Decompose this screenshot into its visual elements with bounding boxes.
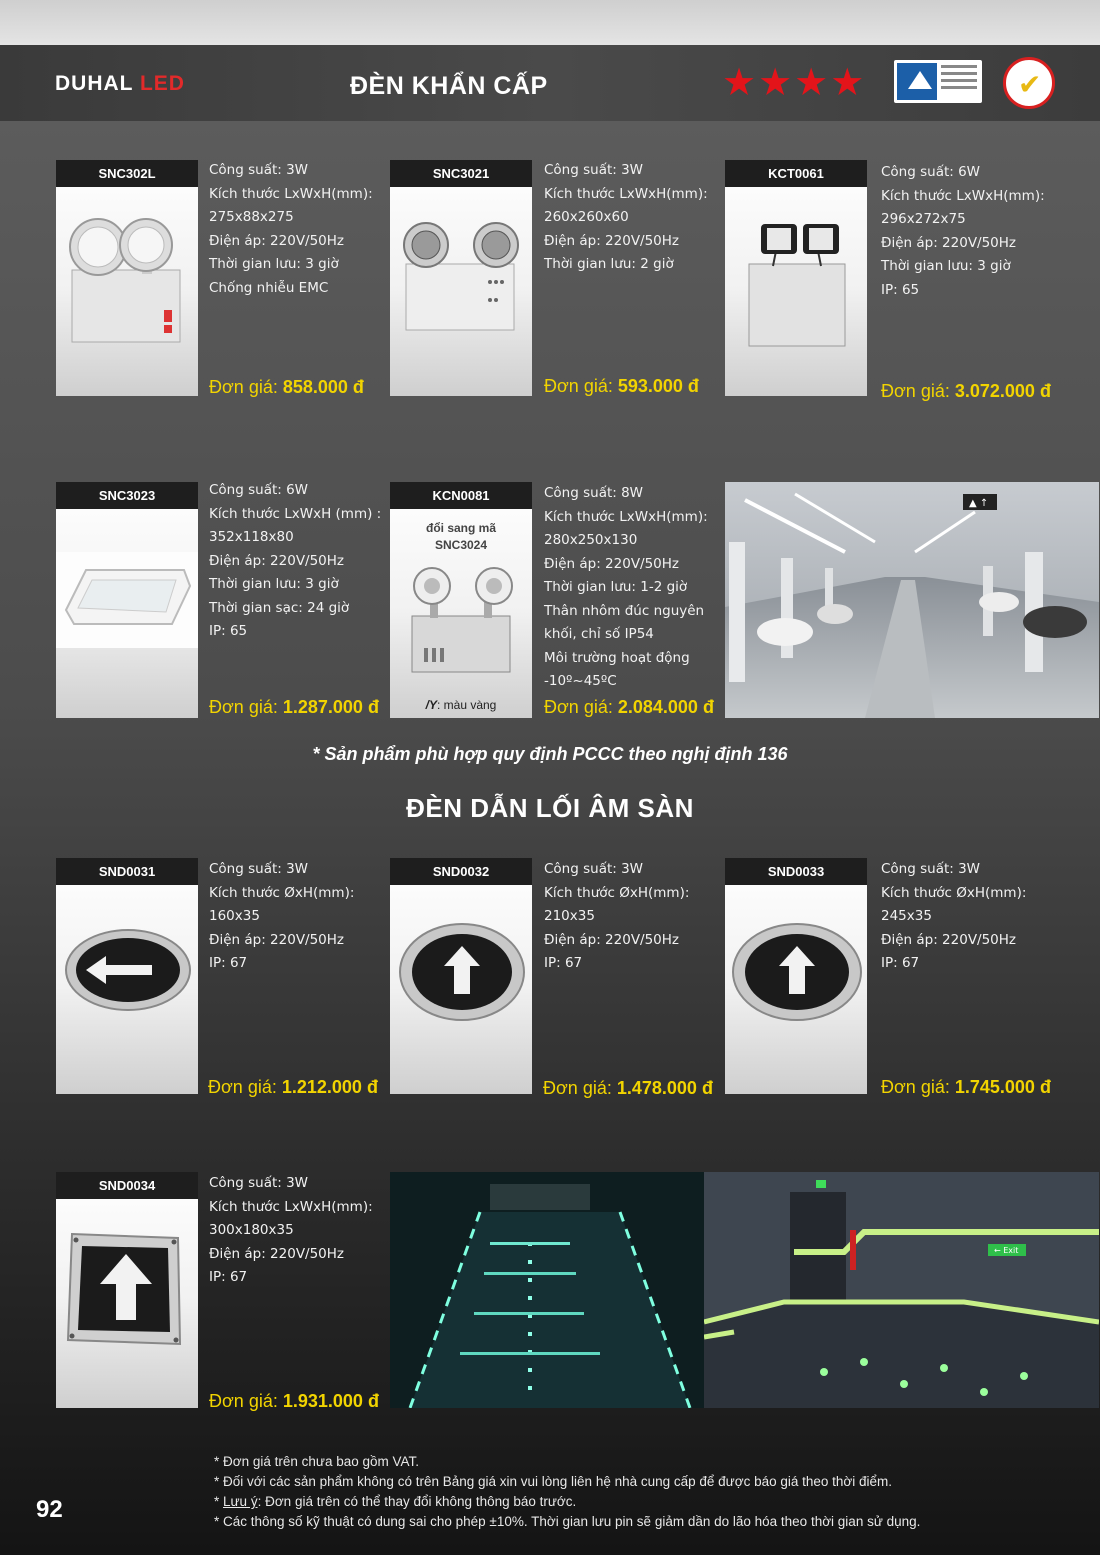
footnote-line: * Đối với các sản phẩm không có trên Bảng giá xin vui lòng liên hệ nhà cung cấp để được báo giá theo thời điểm.: [214, 1474, 893, 1489]
spec-line: Điện áp: 220V/50Hz: [209, 931, 345, 948]
price-label: Đơn giá:: [544, 376, 613, 396]
spec-line: Thời gian lưu: 3 giờ: [881, 258, 1011, 274]
spec-line: IP: 65: [881, 281, 920, 298]
spec-line: Điện áp: 220V/50Hz: [881, 931, 1017, 948]
product-price: [881, 1077, 1051, 1098]
product-price: [543, 1078, 713, 1099]
footnote-text: : Đơn giá trên có thể thay đổi không thông báo trước.: [257, 1494, 577, 1509]
staircase-floor-lights-photo: [390, 1172, 704, 1408]
product-image-kcn0081: [390, 482, 532, 718]
price-label: Đơn giá:: [543, 1078, 612, 1098]
price-value: 1.212.000 đ: [281, 1077, 378, 1097]
product-price: [209, 377, 364, 398]
spec-line: Thời gian lưu: 2 giờ: [544, 256, 674, 272]
product-code: SNC3023: [56, 482, 198, 509]
spec-line: Công suất: 6W: [881, 164, 981, 180]
product-code: SND0034: [56, 1172, 198, 1199]
price-value: 1.931.000 đ: [282, 1391, 379, 1411]
spec-line: Chống nhiễu EMC: [209, 279, 329, 296]
product-code: KCT0061: [725, 160, 867, 187]
product-image-snc3021: [390, 160, 532, 396]
brand-name: DUHAL: [55, 72, 134, 95]
product-specs: [881, 161, 1045, 302]
product-code: SND0033: [725, 858, 867, 885]
emergency-light-twin-head-icon: [390, 482, 532, 718]
product-code: KCN0081: [390, 482, 532, 509]
spec-line: IP: 67: [544, 955, 583, 971]
spec-line: Kích thước LxWxH(mm):: [544, 185, 708, 202]
rating-stars: [722, 60, 865, 104]
price-value: 593.000 đ: [617, 376, 699, 396]
brand-led: LED: [139, 72, 185, 95]
star-icon: ★: [830, 60, 865, 104]
product-price: [881, 381, 1051, 402]
spec-line: 300x180x35: [209, 1222, 294, 1238]
product-specs: [209, 159, 373, 300]
parking-garage-illustration: [725, 482, 1099, 718]
spec-line: Công suất: 3W: [209, 162, 309, 178]
up-arrow-floor-light-icon: [725, 858, 867, 1094]
spec-line: -10º~45ºC: [544, 673, 617, 689]
price-label: Đơn giá:: [881, 381, 950, 401]
spec-line: IP: 67: [209, 955, 248, 971]
spec-line: Điện áp: 220V/50Hz: [881, 234, 1017, 251]
page-title: ĐÈN KHẨN CẤP: [350, 72, 548, 100]
emergency-light-twin-head-icon: [390, 160, 532, 396]
price-value: 1.287.000 đ: [282, 697, 379, 717]
footnote-line: [214, 1492, 920, 1512]
spec-line: 160x35: [209, 908, 260, 924]
product-specs: [544, 482, 708, 694]
spec-line: 275x88x275: [209, 209, 294, 225]
price-label: Đơn giá:: [208, 1077, 277, 1097]
svg-text:← Exit: ← Exit: [994, 1246, 1019, 1255]
page-number: 92: [36, 1496, 63, 1523]
spec-line: Điện áp: 220V/50Hz: [209, 552, 345, 569]
variant-note: [390, 698, 532, 712]
spec-line: 210x35: [544, 908, 595, 924]
price-label: Đơn giá:: [209, 1391, 278, 1411]
up-arrow-rectangular-floor-light-icon: [56, 1172, 198, 1408]
price-value: 1.478.000 đ: [616, 1078, 713, 1098]
price-value: 1.745.000 đ: [954, 1077, 1051, 1097]
product-specs: [544, 858, 689, 976]
spec-line: Công suất: 3W: [209, 861, 309, 877]
price-label: Đơn giá:: [544, 697, 613, 717]
spec-line: 245x35: [881, 908, 932, 924]
quality-seal-icon: ✔: [1003, 57, 1055, 109]
emergency-light-twin-head-icon: [56, 160, 198, 396]
svg-text:▲ ↑: ▲ ↑: [969, 498, 989, 509]
parking-garage-photo: [725, 482, 1099, 718]
product-code: SND0031: [56, 858, 198, 885]
product-code: SNC3021: [390, 160, 532, 187]
spec-line: Điện áp: 220V/50Hz: [544, 555, 680, 572]
corridor-glow-strip-photo: [704, 1172, 1099, 1408]
product-image-snd0032: [390, 858, 532, 1094]
spec-line: Thân nhôm đúc nguyên: [544, 602, 705, 619]
spec-line: Kích thước LxWxH(mm):: [209, 185, 373, 202]
corridor-illustration: [704, 1172, 1099, 1408]
spec-line: Thời gian sạc: 24 giờ: [209, 599, 350, 616]
note-line: SNC3024: [434, 538, 488, 552]
variant-text: : màu vàng: [436, 698, 497, 712]
spec-line: Kích thước LxWxH(mm):: [544, 508, 708, 525]
footnote-line: * Các thông số kỹ thuật có dung sai cho phép ±10%. Thời gian lưu pin sẽ giảm dần do lão hóa theo thời gian sử dụng.: [214, 1514, 921, 1529]
note-line: đổi sang mã: [425, 521, 496, 535]
price-value: 858.000 đ: [282, 377, 364, 397]
spec-line: Công suất: 3W: [544, 861, 644, 877]
up-arrow-floor-light-icon: [390, 858, 532, 1094]
spec-line: Điện áp: 220V/50Hz: [209, 1245, 345, 1262]
staircase-illustration: [390, 1172, 704, 1408]
product-price: [209, 697, 379, 718]
product-image-snc302l: [56, 160, 198, 396]
spec-line: IP: 67: [881, 955, 920, 971]
spec-line: Điện áp: 220V/50Hz: [544, 232, 680, 249]
spec-line: 280x250x130: [544, 532, 638, 548]
spec-line: Điện áp: 220V/50Hz: [544, 931, 680, 948]
product-price: [209, 1391, 379, 1412]
star-icon: ★: [758, 60, 793, 104]
spec-line: Thời gian lưu: 1-2 giờ: [544, 579, 688, 595]
product-specs: [544, 159, 708, 277]
spec-line: Kích thước ØxH(mm):: [881, 884, 1027, 901]
footnote-line: * Đơn giá trên chưa bao gồm VAT.: [214, 1454, 419, 1469]
product-image-kct0061: [725, 160, 867, 396]
price-label: Đơn giá:: [881, 1077, 950, 1097]
spec-line: Môi trường hoạt động: [544, 649, 690, 666]
spec-line: Kích thước LxWxH(mm):: [209, 1198, 373, 1215]
spec-line: Công suất: 8W: [544, 485, 644, 501]
star-icon: ★: [722, 60, 757, 104]
spec-line: Thời gian lưu: 3 giờ: [209, 256, 339, 272]
product-image-snc3023: [56, 482, 198, 718]
spec-line: Kích thước ØxH(mm):: [209, 884, 355, 901]
footnotes: [214, 1452, 920, 1532]
pccc-compliance-note: * Sản phẩm phù hợp quy định PCCC theo nghị định 136: [312, 744, 788, 764]
spec-line: Công suất: 3W: [209, 1175, 309, 1191]
spec-line: Công suất: 6W: [209, 482, 309, 498]
bulkhead-light-icon: [56, 482, 198, 718]
tuv-certification-badge: [894, 60, 982, 103]
emergency-light-twin-head-icon: [725, 160, 867, 396]
footnote-prefix: *: [214, 1494, 224, 1509]
spec-line: IP: 67: [209, 1269, 248, 1285]
spec-line: 352x118x80: [209, 529, 294, 545]
product-specs: [881, 858, 1026, 976]
brand-logo: [55, 72, 185, 96]
product-specs: [209, 479, 381, 644]
spec-line: Điện áp: 220V/50Hz: [209, 232, 345, 249]
product-specs: [209, 1172, 373, 1290]
product-price: [208, 1077, 378, 1098]
star-icon: ★: [794, 60, 829, 104]
left-arrow-floor-light-icon: [56, 858, 198, 1094]
product-price: [544, 376, 699, 397]
section-title-floor-guide: ĐÈN DẪN LỐI ÂM SÀN: [406, 793, 694, 823]
spec-line: Công suất: 3W: [544, 162, 644, 178]
product-specs: [209, 858, 354, 976]
variant-code: /Y: [425, 698, 437, 712]
spec-line: Kích thước ØxH(mm):: [544, 884, 690, 901]
spec-line: Kích thước LxWxH (mm) :: [209, 505, 382, 522]
price-value: 3.072.000 đ: [954, 381, 1051, 401]
spec-line: Công suất: 3W: [881, 861, 981, 877]
top-strip: [0, 0, 1100, 45]
footnote-label: Lưu ý: [223, 1494, 258, 1509]
spec-line: 296x272x75: [881, 211, 966, 227]
price-value: 2.084.000 đ: [617, 697, 714, 717]
spec-line: Kích thước LxWxH(mm):: [881, 187, 1045, 204]
product-image-snd0033: [725, 858, 867, 1094]
price-label: Đơn giá:: [209, 697, 278, 717]
product-image-snd0031: [56, 858, 198, 1094]
product-code: SND0032: [390, 858, 532, 885]
product-price: [544, 697, 714, 718]
spec-line: 260x260x60: [544, 209, 629, 225]
product-image-snd0034: [56, 1172, 198, 1408]
product-code: SNC302L: [56, 160, 198, 187]
price-label: Đơn giá:: [209, 377, 278, 397]
spec-line: IP: 65: [209, 623, 248, 639]
spec-line: khối, chỉ số IP54: [544, 626, 654, 642]
spec-line: Thời gian lưu: 3 giờ: [209, 576, 339, 592]
